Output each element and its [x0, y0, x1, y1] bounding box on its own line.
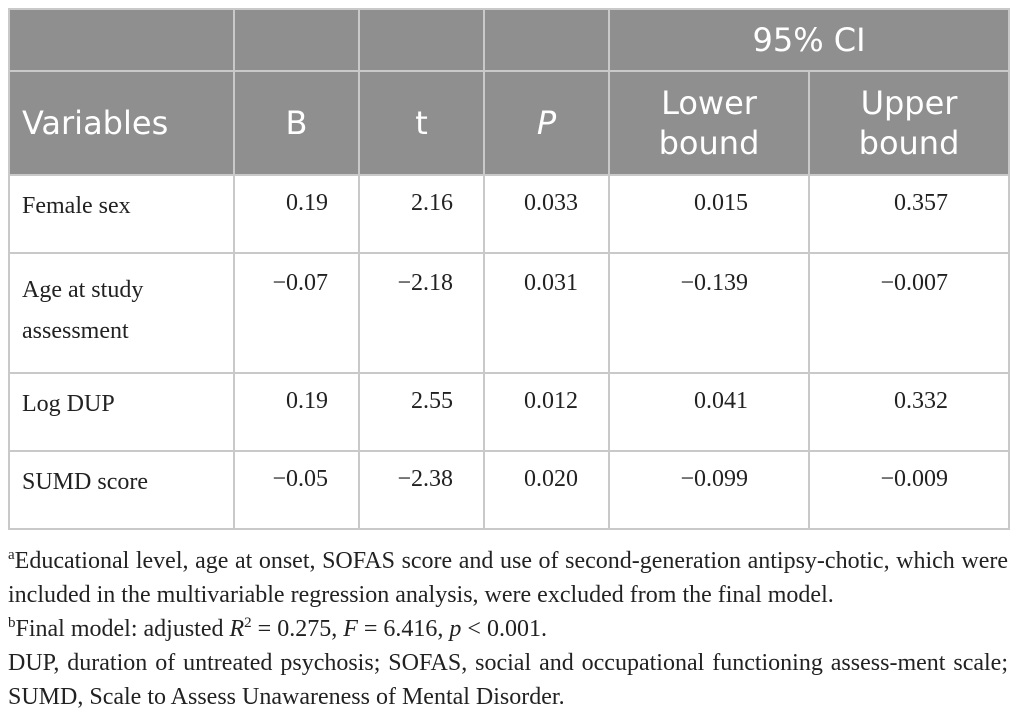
cell-t: −2.18 [359, 253, 484, 373]
footnote-a-marker: a [8, 547, 15, 563]
footnote-a-text: Educational level, age at onset, SOFAS score and use of second-generation antipsy-chotic, which were included in the multivariable regression analysis, were excluded from the final model. [8, 548, 1008, 608]
footnote-b-f: F [343, 616, 358, 642]
footnote-a [8, 544, 1008, 612]
cell-b: −0.07 [234, 253, 359, 373]
footnote-b-prefix: Final model: adjusted [15, 616, 230, 642]
cell-lower: 0.015 [609, 175, 809, 253]
col-header-variables: Variables [9, 71, 234, 175]
footnote-b-end: < 0.001. [461, 616, 547, 642]
header-row-ci [9, 9, 1009, 71]
row-label: SUMD score [9, 451, 234, 529]
footnote-b [8, 612, 1008, 646]
footnote-b-mid2: = 6.416, [357, 616, 450, 642]
cell-b: 0.19 [234, 373, 359, 451]
footnote-b-p: p [449, 616, 462, 642]
regression-table [8, 8, 1010, 530]
footnote-b-r: R [229, 616, 245, 642]
cell-p: 0.031 [484, 253, 609, 373]
footnote-abbreviations: DUP, duration of untreated psychosis; SOFAS, social and occupational functioning assess-ment scale; SUMD, Scale to Assess Unawareness of Mental Disorder. [8, 650, 1008, 710]
col-header-p: P [484, 71, 609, 175]
table-row [9, 175, 1009, 253]
cell-b: 0.19 [234, 175, 359, 253]
cell-b: −0.05 [234, 451, 359, 529]
cell-p: 0.033 [484, 175, 609, 253]
header-blank [234, 9, 359, 71]
col-header-lower-line1: Lower [661, 84, 757, 122]
col-header-upper-line2: bound [858, 124, 960, 162]
header-blank [359, 9, 484, 71]
table-row [9, 451, 1009, 529]
table-footnotes [8, 544, 1008, 714]
col-header-b: B [234, 71, 359, 175]
ci-header: 95% CI [609, 9, 1009, 71]
table-row [9, 373, 1009, 451]
table-container [8, 8, 1008, 714]
cell-upper: 0.357 [809, 175, 1009, 253]
col-header-upper-line1: Upper [860, 84, 958, 122]
row-label-line1: Age at study [22, 277, 144, 303]
footnote-b-r-exp: 2 [244, 615, 252, 631]
row-label: Female sex [9, 175, 234, 253]
col-header-lower-line2: bound [658, 124, 760, 162]
cell-lower: −0.139 [609, 253, 809, 373]
header-row-columns [9, 71, 1009, 175]
footnote-b-marker: b [8, 615, 16, 631]
table-row [9, 253, 1009, 373]
col-header-lower-bound [609, 71, 809, 175]
cell-p: 0.012 [484, 373, 609, 451]
header-blank [484, 9, 609, 71]
cell-t: 2.16 [359, 175, 484, 253]
cell-t: −2.38 [359, 451, 484, 529]
row-label-line2: assessment [22, 318, 129, 344]
row-label [9, 253, 234, 373]
row-label: Log DUP [9, 373, 234, 451]
cell-t: 2.55 [359, 373, 484, 451]
col-header-t: t [359, 71, 484, 175]
cell-lower: −0.099 [609, 451, 809, 529]
col-header-upper-bound [809, 71, 1009, 175]
cell-lower: 0.041 [609, 373, 809, 451]
cell-upper: −0.007 [809, 253, 1009, 373]
cell-upper: 0.332 [809, 373, 1009, 451]
header-blank [9, 9, 234, 71]
cell-upper: −0.009 [809, 451, 1009, 529]
cell-p: 0.020 [484, 451, 609, 529]
footnote-b-mid1: = 0.275, [251, 616, 344, 642]
